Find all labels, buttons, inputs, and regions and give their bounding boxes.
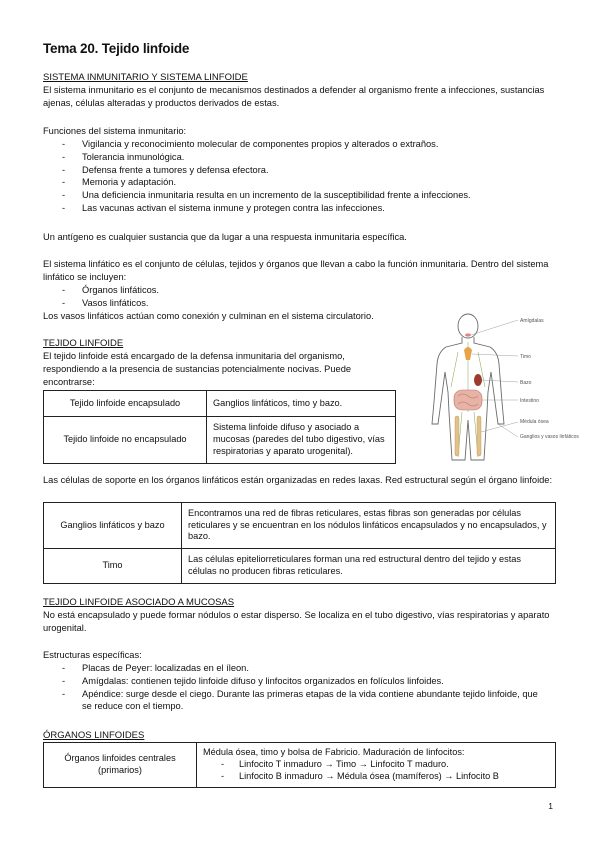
page-number: 1 <box>548 801 553 811</box>
table-cell: Órganos linfoides centrales (primarios) <box>44 743 197 788</box>
diagram-label: Intestino <box>520 398 539 404</box>
table-row <box>44 391 396 417</box>
diagram-label: Bazo <box>520 380 532 386</box>
section-heading-immune-system: SISTEMA INMUNITARIO Y SISTEMA LINFOIDE <box>43 72 248 83</box>
table-cell: Ganglios linfáticos, timo y bazo. <box>207 391 396 417</box>
table-cell: Timo <box>44 549 182 584</box>
tonsils-mark <box>465 333 471 336</box>
diagram-label: Amígdalas <box>520 318 544 324</box>
immune-system-intro: El sistema inmunitario es el conjunto de mecanismos destinados a defender al organismo frente a infecciones, sustancias ajenas, células alteradas y productos derivados de estas. <box>43 85 545 108</box>
list-item: - Linfocito T inmaduro → Timo → Linfocito T maduro. <box>203 759 549 771</box>
diagram-label: Timo <box>520 354 531 360</box>
section-heading-lymphoid-tissue: TEJIDO LINFOIDE <box>43 338 124 349</box>
structures-list <box>43 662 548 713</box>
malt-intro: No está encapsulado y puede formar nódulos o estar disperso. Se localiza en el tubo digestivo, vías respiratorias y aparato urogenital. <box>43 610 550 633</box>
list-item: - Órganos linfáticos. <box>43 284 548 297</box>
diagram-label: Ganglios y vasos linfáticos <box>520 434 579 440</box>
table-cell: Sistema linfoide difuso y asociado a mucosas (paredes del tubo digestivo, vías respiratorias y aparato urogenital). <box>207 417 396 464</box>
table-cell: Las células epiteliorreticulares forman una red estructural dentro del tejido y estas células no producen fibras reticulares. <box>182 549 556 584</box>
table-cell: Tejido linfoide encapsulado <box>44 391 207 417</box>
section-heading-lymphoid-organs: ÓRGANOS LINFOIDES <box>43 730 145 741</box>
antigen-definition: Un antígeno es cualquier sustancia que da lugar a una respuesta inmunitaria específica. <box>43 232 407 242</box>
thymus-mark <box>464 347 472 360</box>
list-item: - Una deficiencia inmunitaria resulta en un incremento de la susceptibilidad frente a infecciones. <box>43 189 548 202</box>
table-cell <box>197 743 556 788</box>
lymphoid-tissue-intro: El tejido linfoide está encargado de la defensa inmunitaria del organismo, respondiendo a la presencia de sustancias potencialmente nocivas. Puede encontrarse: <box>43 351 352 387</box>
section-heading-malt: TEJIDO LINFOIDE ASOCIADO A MUCOSAS <box>43 597 235 608</box>
lymphatic-system-diagram <box>418 312 579 462</box>
maturation-list <box>203 759 549 783</box>
list-item: - Vigilancia y reconocimiento molecular de componentes propios y alterados o extraños. <box>43 138 548 151</box>
table-cell: Encontramos una red de fibras reticulares, estas fibras son generadas por células reticulares y se encuentran en los nódulos linfáticos encapsulados y no encapsulados, y bazo. <box>182 503 556 549</box>
table-row <box>44 417 396 464</box>
list-item: - Placas de Peyer: localizadas en el íleon. <box>43 662 548 675</box>
table-cell: Ganglios linfáticos y bazo <box>44 503 182 549</box>
spleen-mark <box>474 374 482 386</box>
diagram-label: Médula ósea <box>520 419 549 425</box>
lymphoid-organs-table <box>43 742 556 788</box>
list-item: - Las vacunas activan el sistema inmune y protegen contra las infecciones. <box>43 202 548 215</box>
table-row <box>44 503 556 549</box>
lymphatic-list <box>43 284 548 310</box>
list-item: - Tolerancia inmunológica. <box>43 151 548 164</box>
vessels-text: Los vasos linfáticos actúan como conexión y culminan en el sistema circulatorio. <box>43 311 374 321</box>
list-item: - Apéndice: surge desde el ciego. Durante las primeras etapas de la vida contiene abundante tejido linfoide, que se reduce con el tiempo. <box>43 688 548 714</box>
list-item: - Linfocito B inmaduro → Médula ósea (mamíferos) → Linfocito B <box>203 771 549 783</box>
list-item: - Memoria y adaptación. <box>43 176 548 189</box>
table-row <box>44 549 556 584</box>
list-item: - Defensa frente a tumores y defensa efectora. <box>43 164 548 177</box>
table-row <box>44 743 556 788</box>
list-item: - Vasos linfáticos. <box>43 297 548 310</box>
lymphatic-definition: El sistema linfático es el conjunto de células, tejidos y órganos que llevan a cabo la función inmunitaria. Dentro del sistema linfático se incluyen: <box>43 259 549 282</box>
functions-list <box>43 138 548 215</box>
list-item: - Amígdalas: contienen tejido linfoide difuso y linfocitos organizados en folículos linfoides. <box>43 675 548 688</box>
structures-title: Estructuras específicas: <box>43 650 142 660</box>
table-cell: Tejido linfoide no encapsulado <box>44 417 207 464</box>
structural-network-table <box>43 502 556 584</box>
tissue-type-table <box>43 390 396 464</box>
functions-title: Funciones del sistema inmunitario: <box>43 126 187 136</box>
support-cells-text: Las células de soporte en los órganos linfáticos están organizadas en redes laxas. Red estructural según el órgano linfoide: <box>43 475 553 485</box>
page-title: Tema 20. Tejido linfoide <box>43 41 190 56</box>
cell-text: Médula ósea, timo y bolsa de Fabricio. Maduración de linfocitos: <box>203 747 465 758</box>
intestine-mark <box>454 390 482 410</box>
